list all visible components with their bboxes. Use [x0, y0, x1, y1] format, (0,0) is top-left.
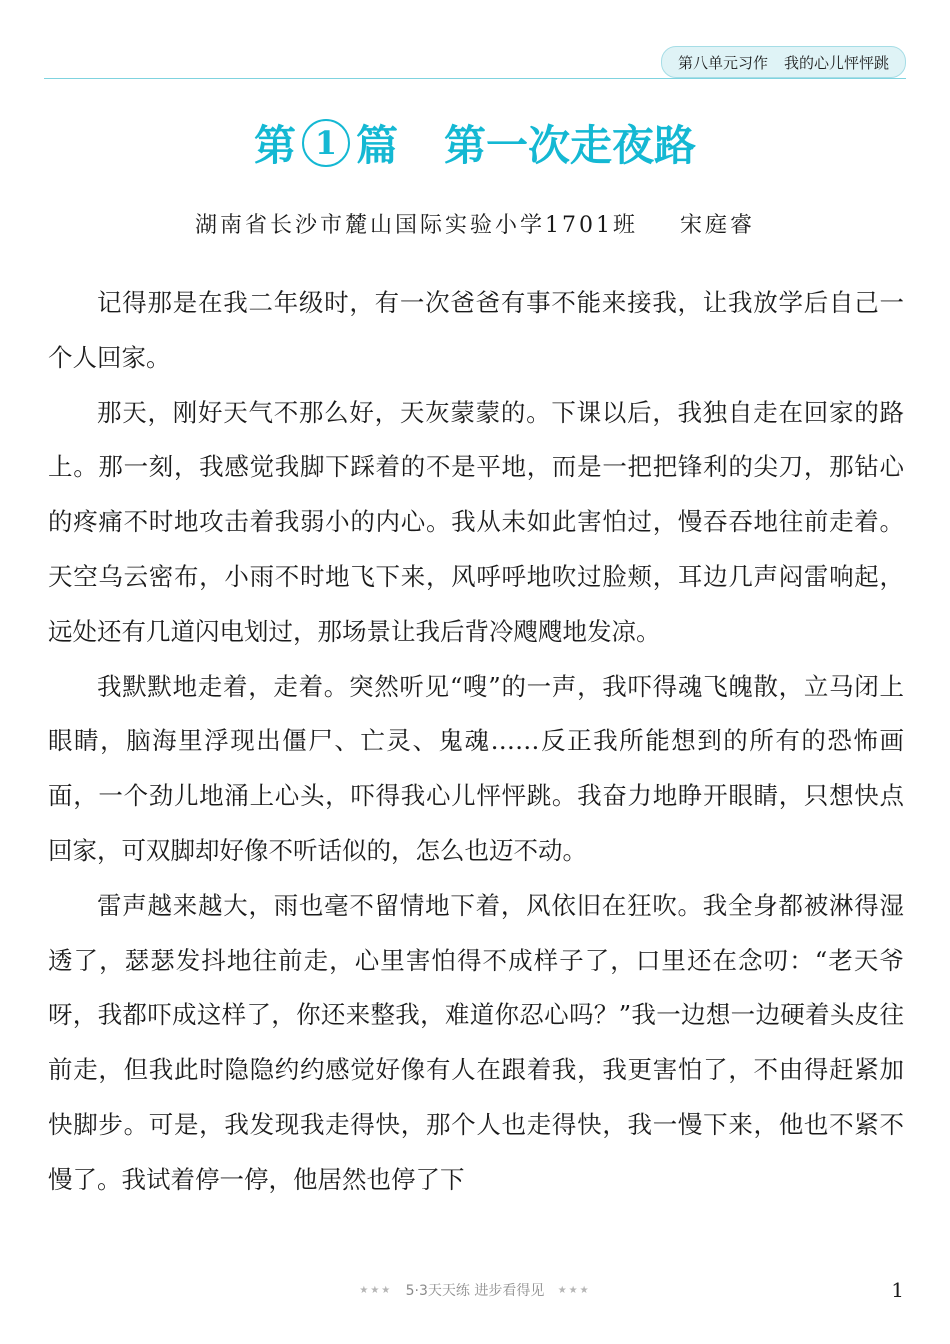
unit-label: 第八单元习作 — [677, 53, 768, 72]
title-text: 第一次走夜路 — [444, 121, 697, 170]
page-number: 1 — [891, 1278, 904, 1302]
footer-brand — [0, 1280, 950, 1304]
byline — [0, 208, 950, 248]
article-title — [0, 108, 950, 178]
unit-badge — [661, 46, 906, 78]
title-suffix: 篇 — [355, 121, 398, 170]
theme-label: 我的心儿怦怦跳 — [783, 53, 889, 72]
paragraph: 我默默地走着，走着。突然听见“嗖”的一声，我吓得魂飞魄散，立马闭上眼睛，脑海里浮现出僵尸、亡灵、鬼魂……反正我所能想到的所有的恐怖画面，一个劲儿地涌上心头，吓得我心儿怦怦跳。我奋力地睁开眼睛，只想快点回家，可双脚却好像不听话似的，怎么也迈不动。 — [48, 671, 904, 865]
star-icon: ★★★ — [557, 1285, 591, 1296]
footer-slogan: 进步看得见 — [474, 1283, 545, 1299]
title-number: 1 — [302, 119, 350, 167]
paragraph: 记得那是在我二年级时，有一次爸爸有事不能来接我，让我放学后自己一个人回家。 — [48, 288, 904, 372]
paragraph: 雷声越来越大，雨也毫不留情地下着，风依旧在狂吹。我全身都被淋得湿透了，瑟瑟发抖地往前走，心里害怕得不成样子了，口里还在念叨：“老天爷呀，我都吓成这样了，你还来整我，难道你忍心吗？”我一边想一边硬着头皮往前走，但我此时隐隐约约感觉好像有人在跟着我，我更害怕了，不由得赶紧加快脚步。可是，我发现我走得快，那个人也走得快，我一慢下来，他也不紧不慢了。我试着停一停，他居然也停了下 — [48, 890, 904, 1194]
byline-school: 湖南省长沙市麓山国际实验小学1701班 — [194, 213, 638, 238]
paragraph: 那天，刚好天气不那么好，天灰蒙蒙的。下课以后，我独自走在回家的路上。那一刻，我感觉我脚下踩着的不是平地，而是一把把锋利的尖刀，那钻心的疼痛不时地攻击着我弱小的内心。我从未如此害怕过，慢吞吞地往前走着。天空乌云密布，小雨不时地飞下来，风呼呼地吹过脸颊，耳边几声闷雷响起，远处还有几道闪电划过，那场景让我后背冷飕飕地发凉。 — [48, 397, 904, 646]
title-prefix: 第 — [253, 121, 296, 170]
header-rule — [44, 78, 906, 79]
byline-author: 宋庭睿 — [679, 213, 755, 238]
star-icon: ★★★ — [359, 1285, 393, 1296]
footer-brand-name: 5·3天天练 — [405, 1283, 470, 1299]
article-body — [48, 276, 904, 1208]
